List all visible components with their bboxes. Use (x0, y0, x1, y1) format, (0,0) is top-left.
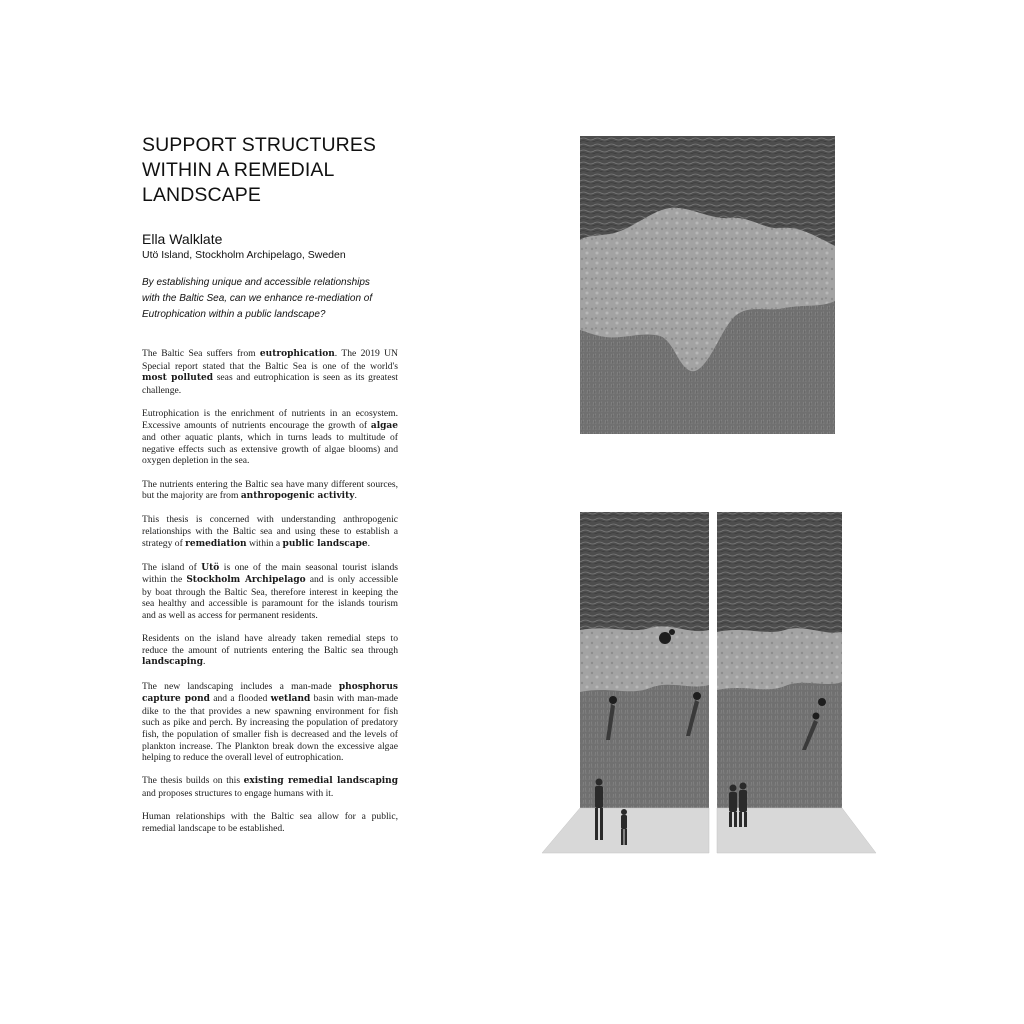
question-line: Eutrophication within a public landscape? (142, 309, 326, 320)
title-line: LANDSCAPE (142, 184, 262, 206)
project-location: Utö Island, Stockholm Archipelago, Sweden (142, 249, 346, 261)
question-line: By establishing unique and accessible relationships (142, 277, 370, 288)
paragraph-conclusion: Human relationships with the Baltic sea allow for a public, remedial landscape to be established. (142, 811, 398, 834)
paragraph-residents: Residents on the island have already taken remedial steps to reduce the amount of nutrients entering the Baltic sea through landscaping. (142, 633, 398, 668)
paragraph-eutrophication: The Baltic Sea suffers from eutrophication. The 2019 UN Special report stated that the Baltic Sea is one of the world's most polluted seas and eutrophication is seen as its greatest challenge. (142, 348, 398, 396)
title-line: WITHIN A REMEDIAL (142, 159, 335, 181)
paragraph-new-landscaping: The new landscaping includes a man-made phosphorus capture pond and a flooded wetland basin with man-made dike to the that provides a new spawning environment for fish such as pike and perch. By increasing the population of predatory fish, the population of smaller fish is decreased and the levels of plankton increase. The Plankton break down the excessive algae helping to reduce the overall level of eutrophication. (142, 680, 398, 764)
support-structures-figure (540, 510, 880, 856)
left-strip (580, 512, 709, 808)
paragraph-sources: The nutrients entering the Baltic sea have many different sources, but the majority are from anthropogenic activity. (142, 478, 398, 502)
aerial-shoreline-photo (580, 136, 835, 434)
paragraph-uto-island: The island of Utö is one of the main seasonal tourist islands within the Stockholm Archipelago and is only accessible by boat through the Baltic Sea, therefore interest in keeping the sea healthy and accessible is paramount for the islands tourism and as well as access for permanent residents. (142, 561, 399, 622)
right-strip (717, 512, 842, 808)
title-line: SUPPORT STRUCTURES (142, 134, 377, 156)
question-line: with the Baltic Sea, can we enhance re-mediation of (142, 293, 373, 304)
paragraph-thesis-builds: The thesis builds on this existing remedial landscaping and proposes structures to engage humans with it. (142, 775, 398, 799)
page-title (142, 133, 402, 208)
body-text (142, 348, 398, 846)
research-question (142, 275, 402, 323)
author-name: Ella Walklate (142, 231, 223, 247)
paragraph-thesis-aim: This thesis is concerned with understanding anthropogenic relationships with the Baltic sea and using these to establish a strategy of remediation within a public landscape. (142, 514, 398, 549)
paragraph-definition: Eutrophication is the enrichment of nutrients in an ecosystem. Excessive amounts of nutrients encourage the growth of algae and other aquatic plants, which in turns leads to multitude of negative effects such as extensive growth of algae blooms) and oxygen depletion in the sea. (142, 407, 398, 467)
